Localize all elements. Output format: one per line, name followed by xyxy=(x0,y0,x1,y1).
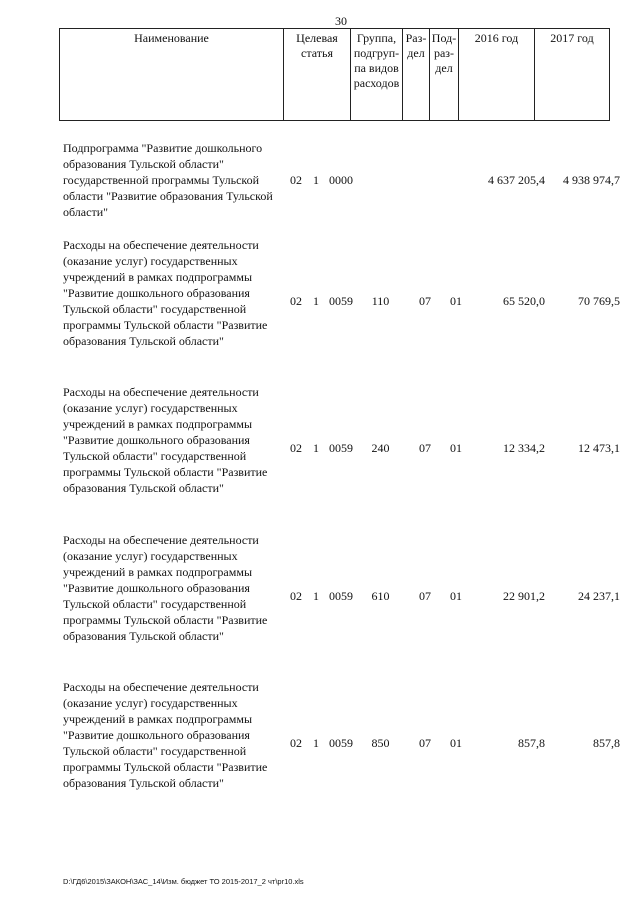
row-section: 07 xyxy=(419,294,431,308)
row-program: 02 xyxy=(290,173,302,187)
row-program: 02 xyxy=(290,441,302,455)
row-group: 110 xyxy=(371,294,390,308)
table-header xyxy=(59,28,610,121)
header-target: Целевая статья xyxy=(284,29,351,121)
row-program: 02 xyxy=(290,294,302,308)
header-subsection: Под- раз- дел xyxy=(430,29,459,121)
row-section: 07 xyxy=(419,441,431,455)
row-group: 850 xyxy=(371,736,390,750)
row-subprogram: 1 xyxy=(313,736,319,750)
row-subprogram: 1 xyxy=(313,173,319,187)
row-group: 240 xyxy=(371,441,390,455)
row-code: 0059 xyxy=(329,294,353,308)
page-number: 30 xyxy=(335,14,347,28)
table-row xyxy=(63,679,623,807)
table-row xyxy=(63,237,623,365)
header-2016: 2016 год xyxy=(459,29,535,121)
row-2017: 12 473,1 xyxy=(578,441,620,455)
footer-file-path: D:\ГД6\2015\ЗАКОН\ЗАС_14\Изм. бюджет ТО 2015-2017_2 чт\pr10.xls xyxy=(63,877,304,886)
row-name: Расходы на обеспечение деятельности (оказание услуг) государственных учреждений в рамках подпрограммы "Развитие дошкольного образования Тульской области" государственной программы Тульской области "Развитие образования Тульской области" xyxy=(63,385,268,495)
row-subsection: 01 xyxy=(450,736,462,750)
row-program: 02 xyxy=(290,736,302,750)
row-name: Расходы на обеспечение деятельности (оказание услуг) государственных учреждений в рамках подпрограммы "Развитие дошкольного образования Тульской области" государственной программы Тульской области "Развитие образования Тульской области" xyxy=(63,238,268,348)
row-program: 02 xyxy=(290,589,302,603)
header-2017: 2017 год xyxy=(535,29,610,121)
row-2017: 70 769,5 xyxy=(578,294,620,308)
row-2016: 65 520,0 xyxy=(503,294,545,308)
row-2016: 22 901,2 xyxy=(503,589,545,603)
row-2016: 12 334,2 xyxy=(503,441,545,455)
table-row xyxy=(63,532,623,660)
row-2016: 857,8 xyxy=(518,736,545,750)
row-name: Расходы на обеспечение деятельности (оказание услуг) государственных учреждений в рамках подпрограммы "Развитие дошкольного образования Тульской области" государственной программы Тульской области "Развитие образования Тульской области" xyxy=(63,533,268,643)
header-section: Раз- дел xyxy=(403,29,430,121)
row-section: 07 xyxy=(419,736,431,750)
row-2017: 4 938 974,7 xyxy=(563,173,620,187)
row-2017: 24 237,1 xyxy=(578,589,620,603)
row-subprogram: 1 xyxy=(313,441,319,455)
row-section: 07 xyxy=(419,589,431,603)
row-2017: 857,8 xyxy=(593,736,620,750)
row-2016: 4 637 205,4 xyxy=(488,173,545,187)
row-code: 0059 xyxy=(329,441,353,455)
table-row xyxy=(63,140,623,220)
row-subprogram: 1 xyxy=(313,294,319,308)
row-subsection: 01 xyxy=(450,441,462,455)
table-row xyxy=(63,384,623,512)
row-name: Подпрограмма "Развитие дошкольного образования Тульской области" государственной программы Тульской области "Развитие образования Тульской области" xyxy=(63,141,273,219)
row-name: Расходы на обеспечение деятельности (оказание услуг) государственных учреждений в рамках подпрограммы "Развитие дошкольного образования Тульской области" государственной программы Тульской области "Развитие образования Тульской области" xyxy=(63,680,268,790)
row-code: 0000 xyxy=(329,173,353,187)
row-subprogram: 1 xyxy=(313,589,319,603)
row-code: 0059 xyxy=(329,736,353,750)
header-group: Группа, подгруп- па видов расходов xyxy=(351,29,403,121)
row-subsection: 01 xyxy=(450,294,462,308)
header-name: Наименование xyxy=(60,29,284,121)
row-subsection: 01 xyxy=(450,589,462,603)
row-code: 0059 xyxy=(329,589,353,603)
row-group: 610 xyxy=(371,589,390,603)
